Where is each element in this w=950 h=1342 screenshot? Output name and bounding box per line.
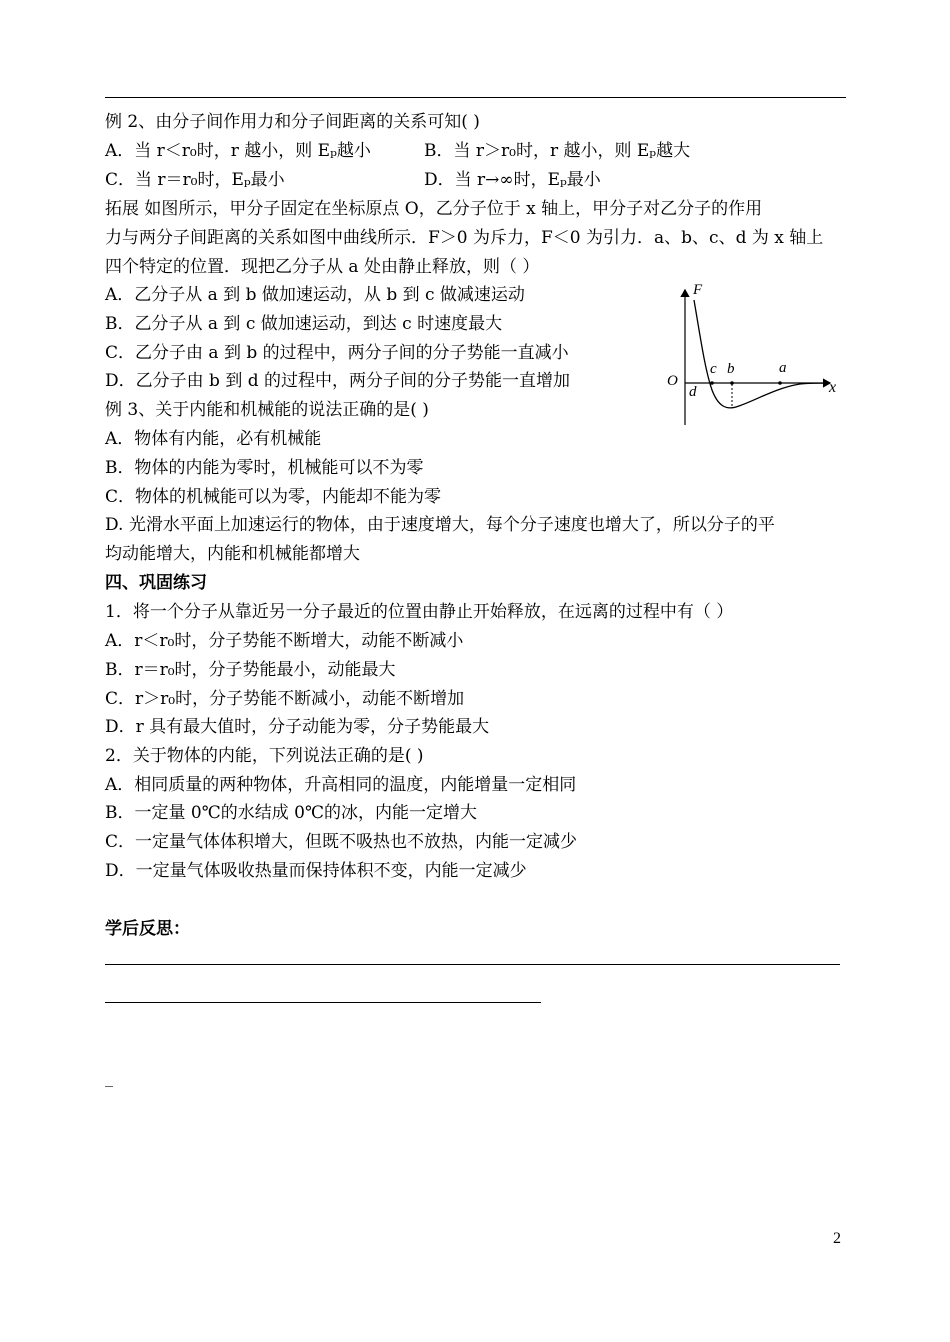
q2-option-c: C．一定量气体体积增大，但既不吸热也不放热，内能一定减少 xyxy=(105,832,578,852)
extension-line-1: 拓展 如图所示，甲分子固定在坐标原点 O，乙分子位于 x 轴上，甲分子对乙分子的作用 xyxy=(105,199,763,219)
f-axis-label: F xyxy=(693,282,703,298)
extension-line-2: 力与两分子间距离的关系如图中曲线所示．F＞0 为斥力，F＜0 为引力．a、b、c、d 为 x 轴上 xyxy=(105,228,824,248)
header-rule xyxy=(105,97,846,98)
extension-option-a: A．乙分子从 a 到 b 做加速运动，从 b 到 c 做减速运动 xyxy=(105,285,525,305)
example2-option-c: C．当 r＝r₀时，Eₚ最小 xyxy=(105,170,285,190)
page-number: 2 xyxy=(833,1230,841,1247)
extension-line-3: 四个特定的位置．现把乙分子从 a 处由静止释放，则（ ） xyxy=(105,257,540,277)
force-curve xyxy=(694,300,828,408)
x-axis-label: x xyxy=(829,379,837,396)
q2-stem: 2．关于物体的内能，下列说法正确的是( ) xyxy=(105,746,424,766)
reflection-write-line-1 xyxy=(105,964,840,965)
section4-heading: 四、巩固练习 xyxy=(105,573,207,593)
q2-option-d: D．一定量气体吸收热量而保持体积不变，内能一定减少 xyxy=(105,861,527,881)
q1-stem: 1．将一个分子从靠近另一分子最近的位置由静止开始释放，在远离的过程中有（ ） xyxy=(105,602,734,622)
d-label: d xyxy=(689,384,697,400)
a-label: a xyxy=(779,360,787,376)
example2-option-d: D．当 r→∞时，Eₚ最小 xyxy=(424,170,601,190)
example2-option-b: B．当 r＞r₀时，r 越小，则 Eₚ越大 xyxy=(424,141,691,161)
example2-option-a: A．当 r＜r₀时，r 越小，则 Eₚ越小 xyxy=(105,141,371,161)
extension-option-b: B．乙分子从 a 到 c 做加速运动，到达 c 时速度最大 xyxy=(105,314,503,334)
c-label: c xyxy=(710,361,717,377)
reflection-label: 学后反思： xyxy=(105,919,190,939)
b-label: b xyxy=(727,361,735,377)
q1-option-d: D．r 具有最大值时，分子动能为零，分子势能最大 xyxy=(105,717,490,737)
q1-option-c: C．r＞r₀时，分子势能不断减小，动能不断增加 xyxy=(105,689,465,709)
example3-option-a: A．物体有内能，必有机械能 xyxy=(105,429,322,449)
example3-stem: 例 3、关于内能和机械能的说法正确的是( ) xyxy=(105,400,429,420)
stray-dash-mark: _ xyxy=(105,1068,113,1087)
example3-option-d-line2: 均动能增大，内能和机械能都增大 xyxy=(105,544,360,564)
origin-label: O xyxy=(667,373,678,389)
q1-option-b: B．r＝r₀时，分子势能最小，动能最大 xyxy=(105,660,396,680)
point-b xyxy=(730,381,734,385)
q1-option-a: A．r＜r₀时，分子势能不断增大，动能不断减小 xyxy=(105,631,464,651)
extension-option-c: C．乙分子由 a 到 b 的过程中，两分子间的分子势能一直减小 xyxy=(105,343,569,363)
q2-option-b: B．一定量 0℃的水结成 0℃的冰，内能一定增大 xyxy=(105,803,477,823)
example3-option-b: B．物体的内能为零时，机械能可以不为零 xyxy=(105,458,424,478)
extension-option-d: D．乙分子由 b 到 d 的过程中，两分子间的分子势能一直增加 xyxy=(105,371,571,391)
point-a xyxy=(778,381,782,385)
point-c xyxy=(710,381,714,385)
q2-option-a: A．相同质量的两种物体，升高相同的温度，内能增量一定相同 xyxy=(105,775,577,795)
reflection-write-line-2 xyxy=(105,1002,541,1003)
example2-stem: 例 2、由分子间作用力和分子间距离的关系可知( ) xyxy=(105,112,480,132)
example3-option-c: C．物体的机械能可以为零，内能却不能为零 xyxy=(105,487,442,507)
force-distance-figure xyxy=(660,280,842,428)
example3-option-d-line1: D. 光滑水平面上加速运行的物体，由于速度增大，每个分子速度也增大了，所以分子的平 xyxy=(105,515,775,535)
